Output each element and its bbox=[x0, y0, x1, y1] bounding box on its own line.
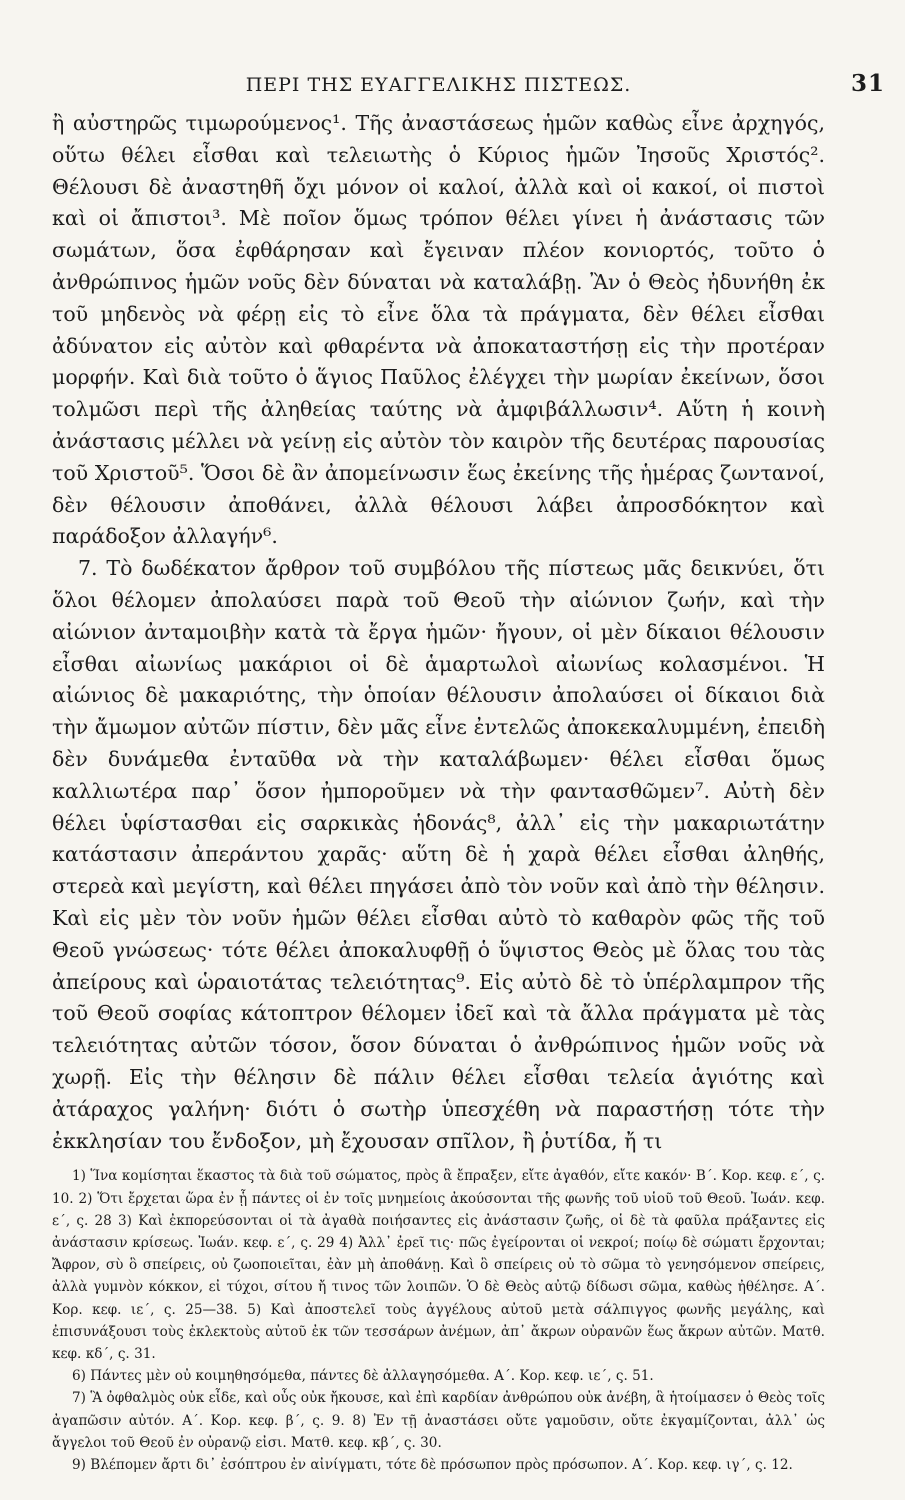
footnote-9: 9) Βλέπομεν ἄρτι δι᾽ ἐσόπτρου ἐν αἰνίγματι, τότε δὲ πρόσωπον πρὸς πρόσωπον. Α΄. Κορ. κεφ. ιγ΄, ς. 12. bbox=[72, 1456, 793, 1473]
page-header bbox=[52, 58, 885, 102]
footnote-block-1-5: 1) Ἵνα κομίσηται ἕκαστος τὰ διὰ τοῦ σώματος, πρὸς ἃ ἔπραξεν, εἴτε ἀγαθόν, εἴτε κακόν· Β΄. Κορ. κεφ. ε΄, ς. 10. 2) Ὅτι ἔρχεται ὥρα ἐν ᾗ πάντες οἱ ἐν τοῖς μνημείοις ἀκούσονται τῆς φωνῆς τοῦ υἱοῦ τοῦ Θεοῦ. Ἰωάν. κεφ. ε΄, ς. 28 3) Καὶ ἐκπορεύσονται οἱ τὰ ἀγαθὰ ποιήσαντες εἰς ἀνάστασιν ζωῆς, οἱ δὲ τὰ φαῦλα πράξαντες εἰς ἀνάστασιν κρίσεως. Ἰωάν. κεφ. ε΄, ς. 29 4) Ἀλλ᾽ ἐρεῖ τις· πῶς ἐγείρονται οἱ νεκροί; ποίῳ δὲ σώματι ἔρχονται; Ἄφρον, σὺ ὃ σπείρεις, οὐ ζωοποιεῖται, ἐὰν μὴ ἀποθάνῃ. Καὶ ὃ σπείρεις οὐ τὸ σῶμα τὸ γενησόμενον σπείρεις, ἀλλὰ γυμνὸν κόκκον, εἰ τύχοι, σίτου ἤ τινος τῶν λοιπῶν. Ὁ δὲ Θεὸς αὐτῷ δίδωσι σῶμα, καθὼς ἠθέλησε. Α΄. Κορ. κεφ. ιε΄, ς. 25—38. 5) Καὶ ἀποστελεῖ τοὺς ἀγγέλους αὐτοῦ μετὰ σάλπιγγος φωνῆς μεγάλης, καὶ ἐπισυνάξουσι τοὺς ἐκλεκτοὺς αὐτοῦ ἐκ τῶν τεσσάρων ἀνέμων, ἀπ᾽ ἄκρων οὐρανῶν ἕως ἄκρων αὐτῶν. Ματθ. κεφ. κδ΄, ς. 31. bbox=[52, 1168, 825, 1362]
paragraph-resurrection: ἢ αὐστηρῶς τιμωρούμενος¹. Τῆς ἀναστάσεως ἡμῶν καθὼς εἶνε ἀρχηγός, οὕτω θέλει εἶσθαι καὶ τελειωτὴς ὁ Κύριος ἡμῶν Ἰησοῦς Χριστός². Θέλουσι δὲ ἀναστηθῆ ὄχι μόνον οἱ καλοί, ἀλλὰ καὶ οἱ κακοί, οἱ πιστοὶ καὶ οἱ ἄπιστοι³. Μὲ ποῖον ὅμως τρόπον θέλει γίνει ἡ ἀνάστασις τῶν σωμάτων, ὅσα ἐφθάρησαν καὶ ἔγειναν πλέον κονιορτός, τοῦτο ὁ ἀνθρώπινος ἡμῶν νοῦς δὲν δύναται νὰ καταλάβῃ. Ἂν ὁ Θεὸς ἠδυνήθη ἐκ τοῦ μηδενὸς νὰ φέρῃ εἰς τὸ εἶνε ὅλα τὰ πράγματα, δὲν θέλει εἶσθαι ἀδύνατον εἰς αὐτὸν καὶ φθαρέντα νὰ ἀποκαταστήσῃ εἰς τὴν προτέραν μορφήν. Καὶ διὰ τοῦτο ὁ ἅγιος Παῦλος ἐλέγχει τὴν μωρίαν ἐκείνων, ὅσοι τολμῶσι περὶ τῆς ἀληθείας ταύτης νὰ ἀμφιβάλλωσιν⁴. Αὕτη ἡ κοινὴ ἀνάστασις μέλλει νὰ γείνῃ εἰς αὐτὸν τὸν καιρὸν τῆς δευτέρας παρουσίας τοῦ Χριστοῦ⁵. Ὅσοι δὲ ἂν ἀπομείνωσιν ἕως ἐκείνης τῆς ἡμέρας ζωντανοί, δὲν θέλουσιν ἀποθάνει, ἀλλὰ θέλουσι λάβει ἀπροσδόκητον καὶ παράδοξον ἀλλαγήν⁶. bbox=[52, 111, 825, 549]
footnote-6: 6) Πάντες μὲν οὐ κοιμηθησόμεθα, πάντες δὲ ἀλλαγησόμεθα. Α΄. Κορ. κεφ. ιε΄, ς. 51. bbox=[72, 1368, 654, 1385]
footnotes bbox=[52, 1165, 825, 1476]
main-text bbox=[52, 108, 825, 1157]
paragraph-article-seven: 7. Τὸ δωδέκατον ἄρθρον τοῦ συμβόλου τῆς πίστεως μᾶς δεικνύει, ὅτι ὅλοι θέλομεν ἀπολαύσει παρὰ τοῦ Θεοῦ τὴν αἰώνιον ζωήν, καὶ τὴν αἰώνιον ἀνταμοιβὴν κατὰ τὰ ἔργα ἡμῶν· ἤγουν, οἱ μὲν δίκαιοι θέλουσιν εἶσθαι αἰωνίως μακάριοι οἱ δὲ ἁμαρτωλοὶ αἰωνίως κολασμένοι. Ἡ αἰώνιος δὲ μακαριότης, τὴν ὁποίαν θέλουσιν ἀπολαύσει οἱ δίκαιοι διὰ τὴν ἄμωμον αὐτῶν πίστιν, δὲν μᾶς εἶνε ἐντελῶς ἀποκεκαλυμμένη, ἐπειδὴ δὲν δυνάμεθα ἐνταῦθα νὰ τὴν καταλάβωμεν· θέλει εἶσθαι ὅμως καλλιωτέρα παρ᾽ ὅσον ἠμποροῦμεν νὰ τὴν φαντασθῶμεν⁷. Αὐτὴ δὲν θέλει ὑφίστασθαι εἰς σαρκικὰς ἡδονάς⁸, ἀλλ᾽ εἰς τὴν μακαριωτάτην κατάστασιν ἀπεράντου χαρᾶς· αὕτη δὲ ἡ χαρὰ θέλει εἶσθαι ἀληθής, στερεὰ καὶ μεγίστη, καὶ θέλει πηγάσει ἀπὸ τὸν νοῦν καὶ ἀπὸ τὴν θέλησιν. Καὶ εἰς μὲν τὸν νοῦν ἡμῶν θέλει εἶσθαι αὐτὸ τὸ καθαρὸν φῶς τῆς τοῦ Θεοῦ γνώσεως· τότε θέλει ἀποκαλυφθῇ ὁ ὕψιστος Θεὸς μὲ ὅλας του τὰς ἀπείρους καὶ ὡραιοτάτας τελειότητας⁹. Εἰς αὐτὸ δὲ τὸ ὑπέρλαμπρον τῆς τοῦ Θεοῦ σοφίας κάτοπτρον θέλομεν ἰδεῖ καὶ τὰ ἄλλα πράγματα μὲ τὰς τελειότητας αὐτῶν τόσον, ὅσον δύναται ὁ ἀνθρώπινος ἡμῶν νοῦς νὰ χωρῇ. Εἰς τὴν θέλησιν δὲ πάλιν θέλει εἶσθαι τελεία ἁγιότης καὶ ἀτάραχος γαλήνη· διότι ὁ σωτὴρ ὑπεσχέθη νὰ παραστήσῃ τότε τὴν ἐκκλησίαν του ἔνδοξον, μὴ ἔχουσαν σπῖλον, ἢ ῥυτίδα, ἤ τι bbox=[52, 556, 825, 1153]
footnote-block-7-8: 7) Ἃ ὀφθαλμὸς οὐκ εἶδε, καὶ οὖς οὐκ ἤκουσε, καὶ ἐπὶ καρδίαν ἀνθρώπου οὐκ ἀνέβη, ἃ ἡτοίμασεν ὁ Θεὸς τοῖς ἀγαπῶσιν αὐτόν. Α΄. Κορ. κεφ. β΄, ς. 9. 8) Ἐν τῇ ἀναστάσει οὔτε γαμοῦσιν, οὔτε ἐκγαμίζονται, ἀλλ᾽ ὡς ἄγγελοι τοῦ Θεοῦ ἐν οὐρανῷ εἰσι. Ματθ. κεφ. κβ΄, ς. 30. bbox=[52, 1390, 825, 1451]
running-title: ΠΕΡΙ ΤΗΣ ΕΥΑΓΓΕΛΙΚΗΣ ΠΙΣΤΕΩΣ. bbox=[245, 74, 632, 96]
page-number: 31 bbox=[850, 70, 885, 97]
